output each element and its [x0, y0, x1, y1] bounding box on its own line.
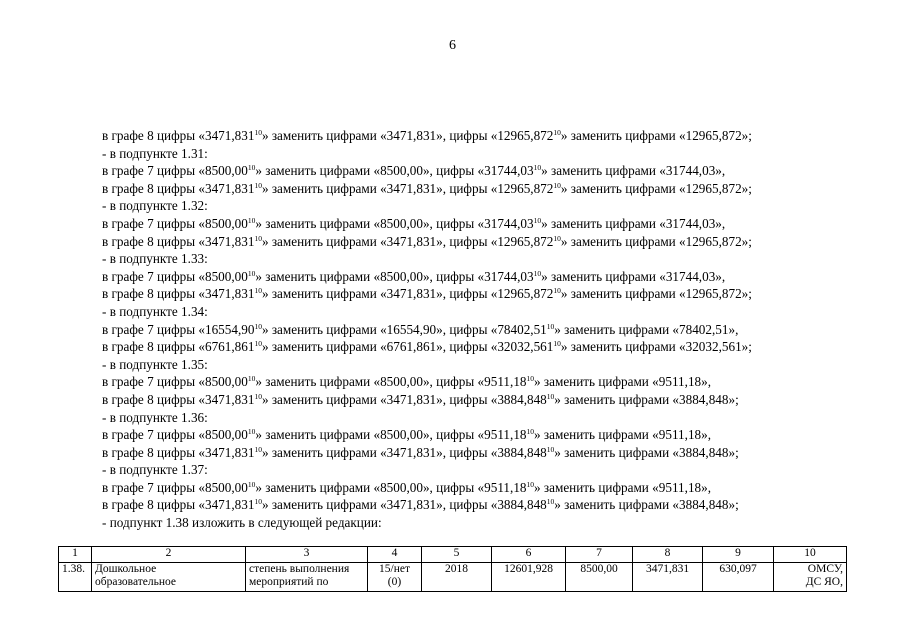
text-segment: в графе 8 цифры «3471,831 [102, 128, 255, 143]
text-segment: » заменить цифрами «16554,90», цифры «78402,51 [261, 321, 547, 337]
footnote-mark: 10 [546, 321, 555, 331]
page-number: 6 [449, 38, 456, 53]
text-segment: » заменить цифрами «3884,848»; [554, 391, 739, 407]
text-segment: в графе 7 цифры «16554,90 [102, 321, 255, 337]
text-segment: в графе 8 цифры «3471,831 [102, 180, 255, 196]
text-segment: » заменить цифрами «8500,00», цифры «9511,18 [255, 479, 527, 495]
footnote-mark: 10 [546, 391, 555, 401]
cell-total: 12601,928 [492, 563, 566, 592]
amendment-text [102, 127, 862, 532]
footnote-mark: 10 [553, 233, 561, 243]
text-segment: » заменить цифрами «3471,831», цифры «12965,872 [261, 128, 554, 143]
table-row [59, 563, 847, 592]
cell-executor: ОМСУ, ДС ЯО, [774, 563, 847, 592]
amendment-table [58, 546, 847, 592]
text-segment: » заменить цифрами «8500,00», цифры «31744,03 [255, 215, 534, 231]
text-segment: » заменить цифрами «9511,18», [534, 374, 712, 390]
text-segment: » заменить цифрами «3471,831», цифры «12965,872 [261, 233, 554, 249]
footnote-mark: 10 [247, 163, 256, 173]
text-line [102, 268, 862, 286]
footnote-mark: 10 [553, 128, 561, 137]
text-segment: - в подпункте 1.36: [102, 409, 208, 425]
footnote-mark: 10 [546, 444, 555, 454]
table-header-row [59, 547, 847, 563]
header-cell: 6 [492, 547, 566, 563]
footnote-mark: 10 [247, 268, 256, 278]
text-line [102, 391, 862, 409]
text-line [102, 461, 862, 479]
text-line [102, 444, 862, 462]
footnote-mark: 10 [247, 479, 256, 489]
footnote-mark: 10 [254, 339, 262, 349]
text-segment: - подпункт 1.38 изложить в следующей редакции: [102, 515, 382, 531]
header-cell: 8 [633, 547, 703, 563]
text-segment: » заменить цифрами «8500,00», цифры «31744,03 [255, 163, 534, 179]
footnote-mark: 10 [254, 233, 262, 243]
footnote-mark: 10 [533, 163, 542, 173]
text-segment: - в подпункте 1.35: [102, 356, 208, 372]
text-segment: » заменить цифрами «8500,00», цифры «9511,18 [255, 427, 527, 443]
text-line [102, 303, 862, 321]
text-segment: » заменить цифрами «12965,872»; [560, 286, 752, 302]
text-line [102, 215, 862, 233]
footnote-mark: 10 [254, 321, 262, 331]
cell-indicator: степень выполнения мероприятий по [246, 563, 368, 592]
text-segment: в графе 7 цифры «8500,00 [102, 215, 248, 231]
header-cell: 5 [422, 547, 492, 563]
text-line [102, 285, 862, 303]
text-line [102, 479, 862, 497]
text-segment: в графе 7 цифры «8500,00 [102, 479, 248, 495]
text-segment: » заменить цифрами «12965,872»; [560, 180, 752, 196]
text-segment: » заменить цифрами «12965,872»; [560, 233, 752, 249]
text-segment: » заменить цифрами «31744,03», [541, 163, 726, 179]
text-line [102, 233, 862, 251]
text-segment: » заменить цифрами «3884,848»; [554, 444, 739, 460]
text-segment: » заменить цифрами «12965,872»; [560, 128, 752, 143]
footnote-mark: 10 [254, 286, 262, 296]
footnote-mark: 10 [553, 286, 561, 296]
text-segment: в графе 7 цифры «8500,00 [102, 427, 248, 443]
cell-number: 1.38. [59, 563, 92, 592]
text-line [102, 321, 862, 339]
text-segment: - в подпункте 1.31: [102, 145, 208, 161]
text-segment: » заменить цифрами «6761,861», цифры «32032,561 [261, 339, 554, 355]
header-cell: 3 [246, 547, 368, 563]
text-line [102, 426, 862, 444]
header-cell: 7 [566, 547, 633, 563]
header-cell: 4 [368, 547, 422, 563]
footnote-mark: 10 [526, 374, 535, 384]
text-segment: » заменить цифрами «3471,831», цифры «3884,848 [261, 497, 547, 513]
text-segment: » заменить цифрами «78402,51», [554, 321, 739, 337]
text-line [102, 496, 862, 514]
footnote-mark: 10 [254, 444, 262, 454]
text-segment: в графе 7 цифры «8500,00 [102, 374, 248, 390]
footnote-mark: 10 [254, 180, 262, 190]
header-cell: 1 [59, 547, 92, 563]
text-line [102, 162, 862, 180]
cell-col8: 3471,831 [633, 563, 703, 592]
text-segment: в графе 8 цифры «3471,831 [102, 444, 255, 460]
cell-name: Дошкольное образовательное [92, 563, 246, 592]
footnote-mark: 10 [247, 374, 256, 384]
text-segment: в графе 8 цифры «3471,831 [102, 286, 255, 302]
footnote-mark: 10 [254, 497, 262, 507]
footnote-mark: 10 [526, 427, 535, 437]
text-segment: » заменить цифрами «8500,00», цифры «9511,18 [255, 374, 527, 390]
text-segment: » заменить цифрами «31744,03», [541, 215, 726, 231]
text-segment: - в подпункте 1.33: [102, 251, 208, 267]
text-segment: в графе 7 цифры «8500,00 [102, 163, 248, 179]
text-segment: - в подпункте 1.32: [102, 198, 208, 214]
footnote-mark: 10 [553, 339, 561, 349]
footnote-mark: 10 [254, 128, 262, 137]
cell-year: 2018 [422, 563, 492, 592]
text-segment: » заменить цифрами «31744,03», [541, 268, 726, 284]
text-line [102, 356, 862, 374]
footnote-mark: 10 [247, 427, 256, 437]
text-segment: - в подпункте 1.37: [102, 462, 208, 478]
text-segment: » заменить цифрами «3884,848»; [554, 497, 739, 513]
text-segment: » заменить цифрами «8500,00», цифры «31744,03 [255, 268, 534, 284]
text-line [102, 197, 862, 215]
text-segment: » заменить цифрами «9511,18», [534, 427, 712, 443]
text-line [102, 250, 862, 268]
text-segment: » заменить цифрами «3471,831», цифры «12965,872 [261, 180, 554, 196]
text-segment: в графе 8 цифры «3471,831 [102, 497, 255, 513]
text-segment: в графе 8 цифры «3471,831 [102, 391, 255, 407]
footnote-mark: 10 [247, 215, 256, 225]
footnote-mark: 10 [546, 497, 555, 507]
cell-col9: 630,097 [703, 563, 774, 592]
text-segment: в графе 7 цифры «8500,00 [102, 268, 248, 284]
header-cell: 10 [774, 547, 847, 563]
text-segment: » заменить цифрами «32032,561»; [560, 339, 752, 355]
header-cell: 2 [92, 547, 246, 563]
cell-col7: 8500,00 [566, 563, 633, 592]
text-segment: в графе 8 цифры «3471,831 [102, 233, 255, 249]
footnote-mark: 10 [526, 479, 535, 489]
text-segment: » заменить цифрами «3471,831», цифры «3884,848 [261, 391, 547, 407]
text-line [102, 409, 862, 427]
text-line [102, 514, 862, 532]
text-segment: - в подпункте 1.34: [102, 303, 208, 319]
text-segment: » заменить цифрами «3471,831», цифры «3884,848 [261, 444, 547, 460]
text-line [102, 145, 862, 163]
text-line [102, 127, 862, 145]
footnote-mark: 10 [553, 180, 561, 190]
footnote-mark: 10 [254, 391, 262, 401]
text-segment: » заменить цифрами «9511,18», [534, 479, 712, 495]
text-line [102, 373, 862, 391]
cell-value: 15/нет (0) [368, 563, 422, 592]
text-segment: в графе 8 цифры «6761,861 [102, 339, 255, 355]
header-cell: 9 [703, 547, 774, 563]
text-line [102, 338, 862, 356]
text-segment: » заменить цифрами «3471,831», цифры «12965,872 [261, 286, 554, 302]
footnote-mark: 10 [533, 215, 542, 225]
footnote-mark: 10 [533, 268, 542, 278]
text-line [102, 180, 862, 198]
